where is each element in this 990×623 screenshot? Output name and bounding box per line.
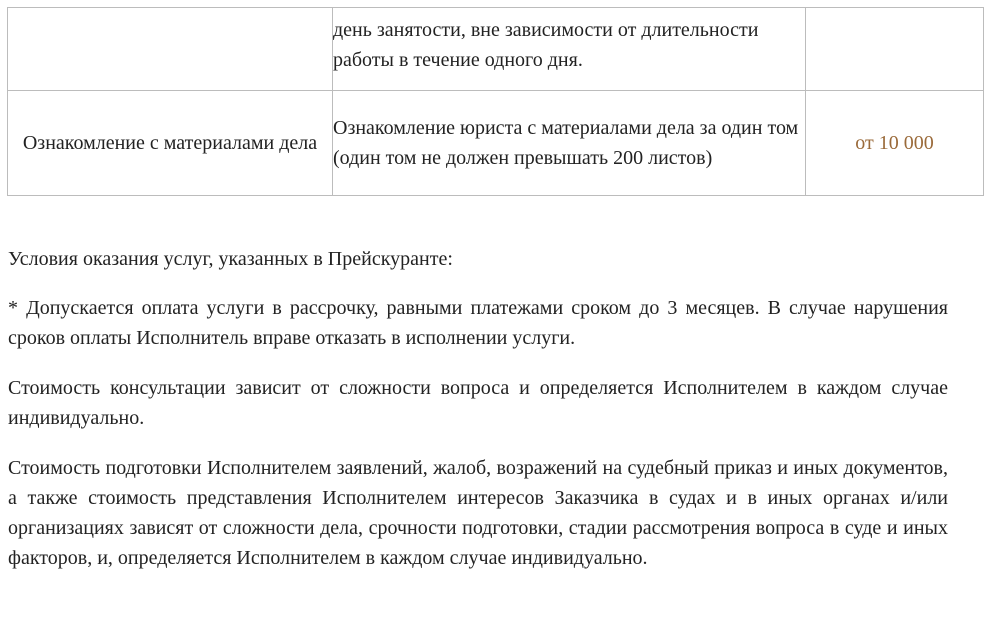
service-price-cell (806, 91, 984, 196)
price-table (7, 7, 984, 196)
service-name: Ознакомление с материалами дела (22, 132, 318, 154)
service-name-cell (8, 8, 333, 91)
service-description-cell (333, 91, 806, 196)
conditions-paragraph: * Допускается оплата услуги в рассрочку, равными платежами сроком до 3 месяцев. В случае нарушения сроков оплаты Исполнитель вправе отказать в исполнении услуги. (8, 297, 948, 349)
table-row (8, 91, 984, 196)
conditions-paragraph: Стоимость подготовки Исполнителем заявлений, жалоб, возражений на судебный приказ и иных документов, а также стоимость представления Исполнителем интересов Заказчика в судах и в иных органах и/или организациях зависят от сложности дела, срочности подготовки, стадии рассмотрения вопроса в суде и иных факторов, и, определяется Исполнителем в каждом случае индивидуально. (8, 457, 948, 569)
service-description-cell (333, 8, 806, 91)
service-price: от 10 000 (855, 132, 934, 154)
conditions-paragraph: Стоимость консультации зависит от сложности вопроса и определяется Исполнителем в каждом случае индивидуально. (8, 377, 948, 429)
service-description: день занятости, вне зависимости от длительности работы в течение одного дня. (333, 19, 759, 71)
service-price-cell (806, 8, 984, 91)
service-name-cell (8, 91, 333, 196)
service-description: Ознакомление юриста с материалами дела за один том (один том не должен превышать 200 листов) (333, 117, 799, 169)
conditions-heading: Условия оказания услуг, указанных в Прейскуранте: (8, 248, 453, 270)
conditions-section (8, 244, 948, 593)
table-row (8, 8, 984, 91)
